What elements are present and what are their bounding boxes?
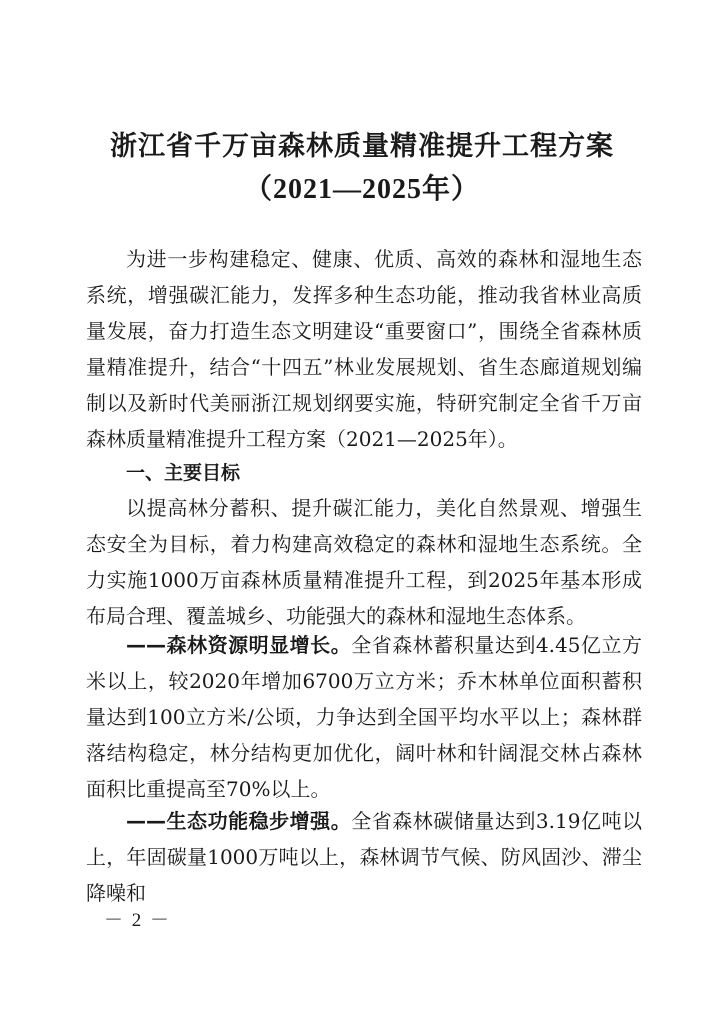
document-title: 浙江省千万亩森林质量精准提升工程方案 <box>110 131 614 162</box>
goal-item-ecological-function <box>86 803 642 911</box>
page-number: － 2 － <box>104 910 172 931</box>
section-heading-main-goals: 一、主要目标 <box>126 462 241 484</box>
intro-paragraph: 为进一步构建稳定、健康、优质、高效的森林和湿地生态系统，增强碳汇能力，发挥多种生态功能，推动我省林业高质量发展，奋力打造生态文明建设“重要窗口”，围绕全省森林质量精准提升，结合“十四五”林业发展规划、省生态廊道规划编制以及新时代美丽浙江规划纲要实施，特研究制定全省千万亩森林质量精准提升工程方案（2021—2025年）。 <box>86 247 642 451</box>
goal-item-text: 全省森林碳储量达到3.19亿吨以上，年固碳量1000万吨以上，森林调节气候、防风固沙、滞尘降噪和 <box>86 809 643 905</box>
goal-item-lead: ——生态功能稳步增强。 <box>126 809 352 833</box>
goal-item-lead: ——森林资源明显增长。 <box>126 633 352 657</box>
goal-item-forest-resources <box>86 627 642 807</box>
goal-paragraph: 以提高林分蓄积、提升碳汇能力，美化自然景观、增强生态安全为目标，着力构建高效稳定的森林和湿地生态系统。全力实施1000万亩森林质量精准提升工程，到2025年基本形成布局合理、覆盖城乡、功能强大的森林和湿地生态体系。 <box>86 496 642 628</box>
goal-item-text: 全省森林蓄积量达到4.45亿立方米以上，较2020年增加6700万立方米；乔木林单位面积蓄积量达到100立方米/公顷，力争达到全国平均水平以上；森林群落结构稳定，林分结构更加优化，阔叶林和针阔混交林占森林面积比重提高至70%以上。 <box>86 633 643 801</box>
document-subtitle: （2021—2025年） <box>243 174 480 205</box>
